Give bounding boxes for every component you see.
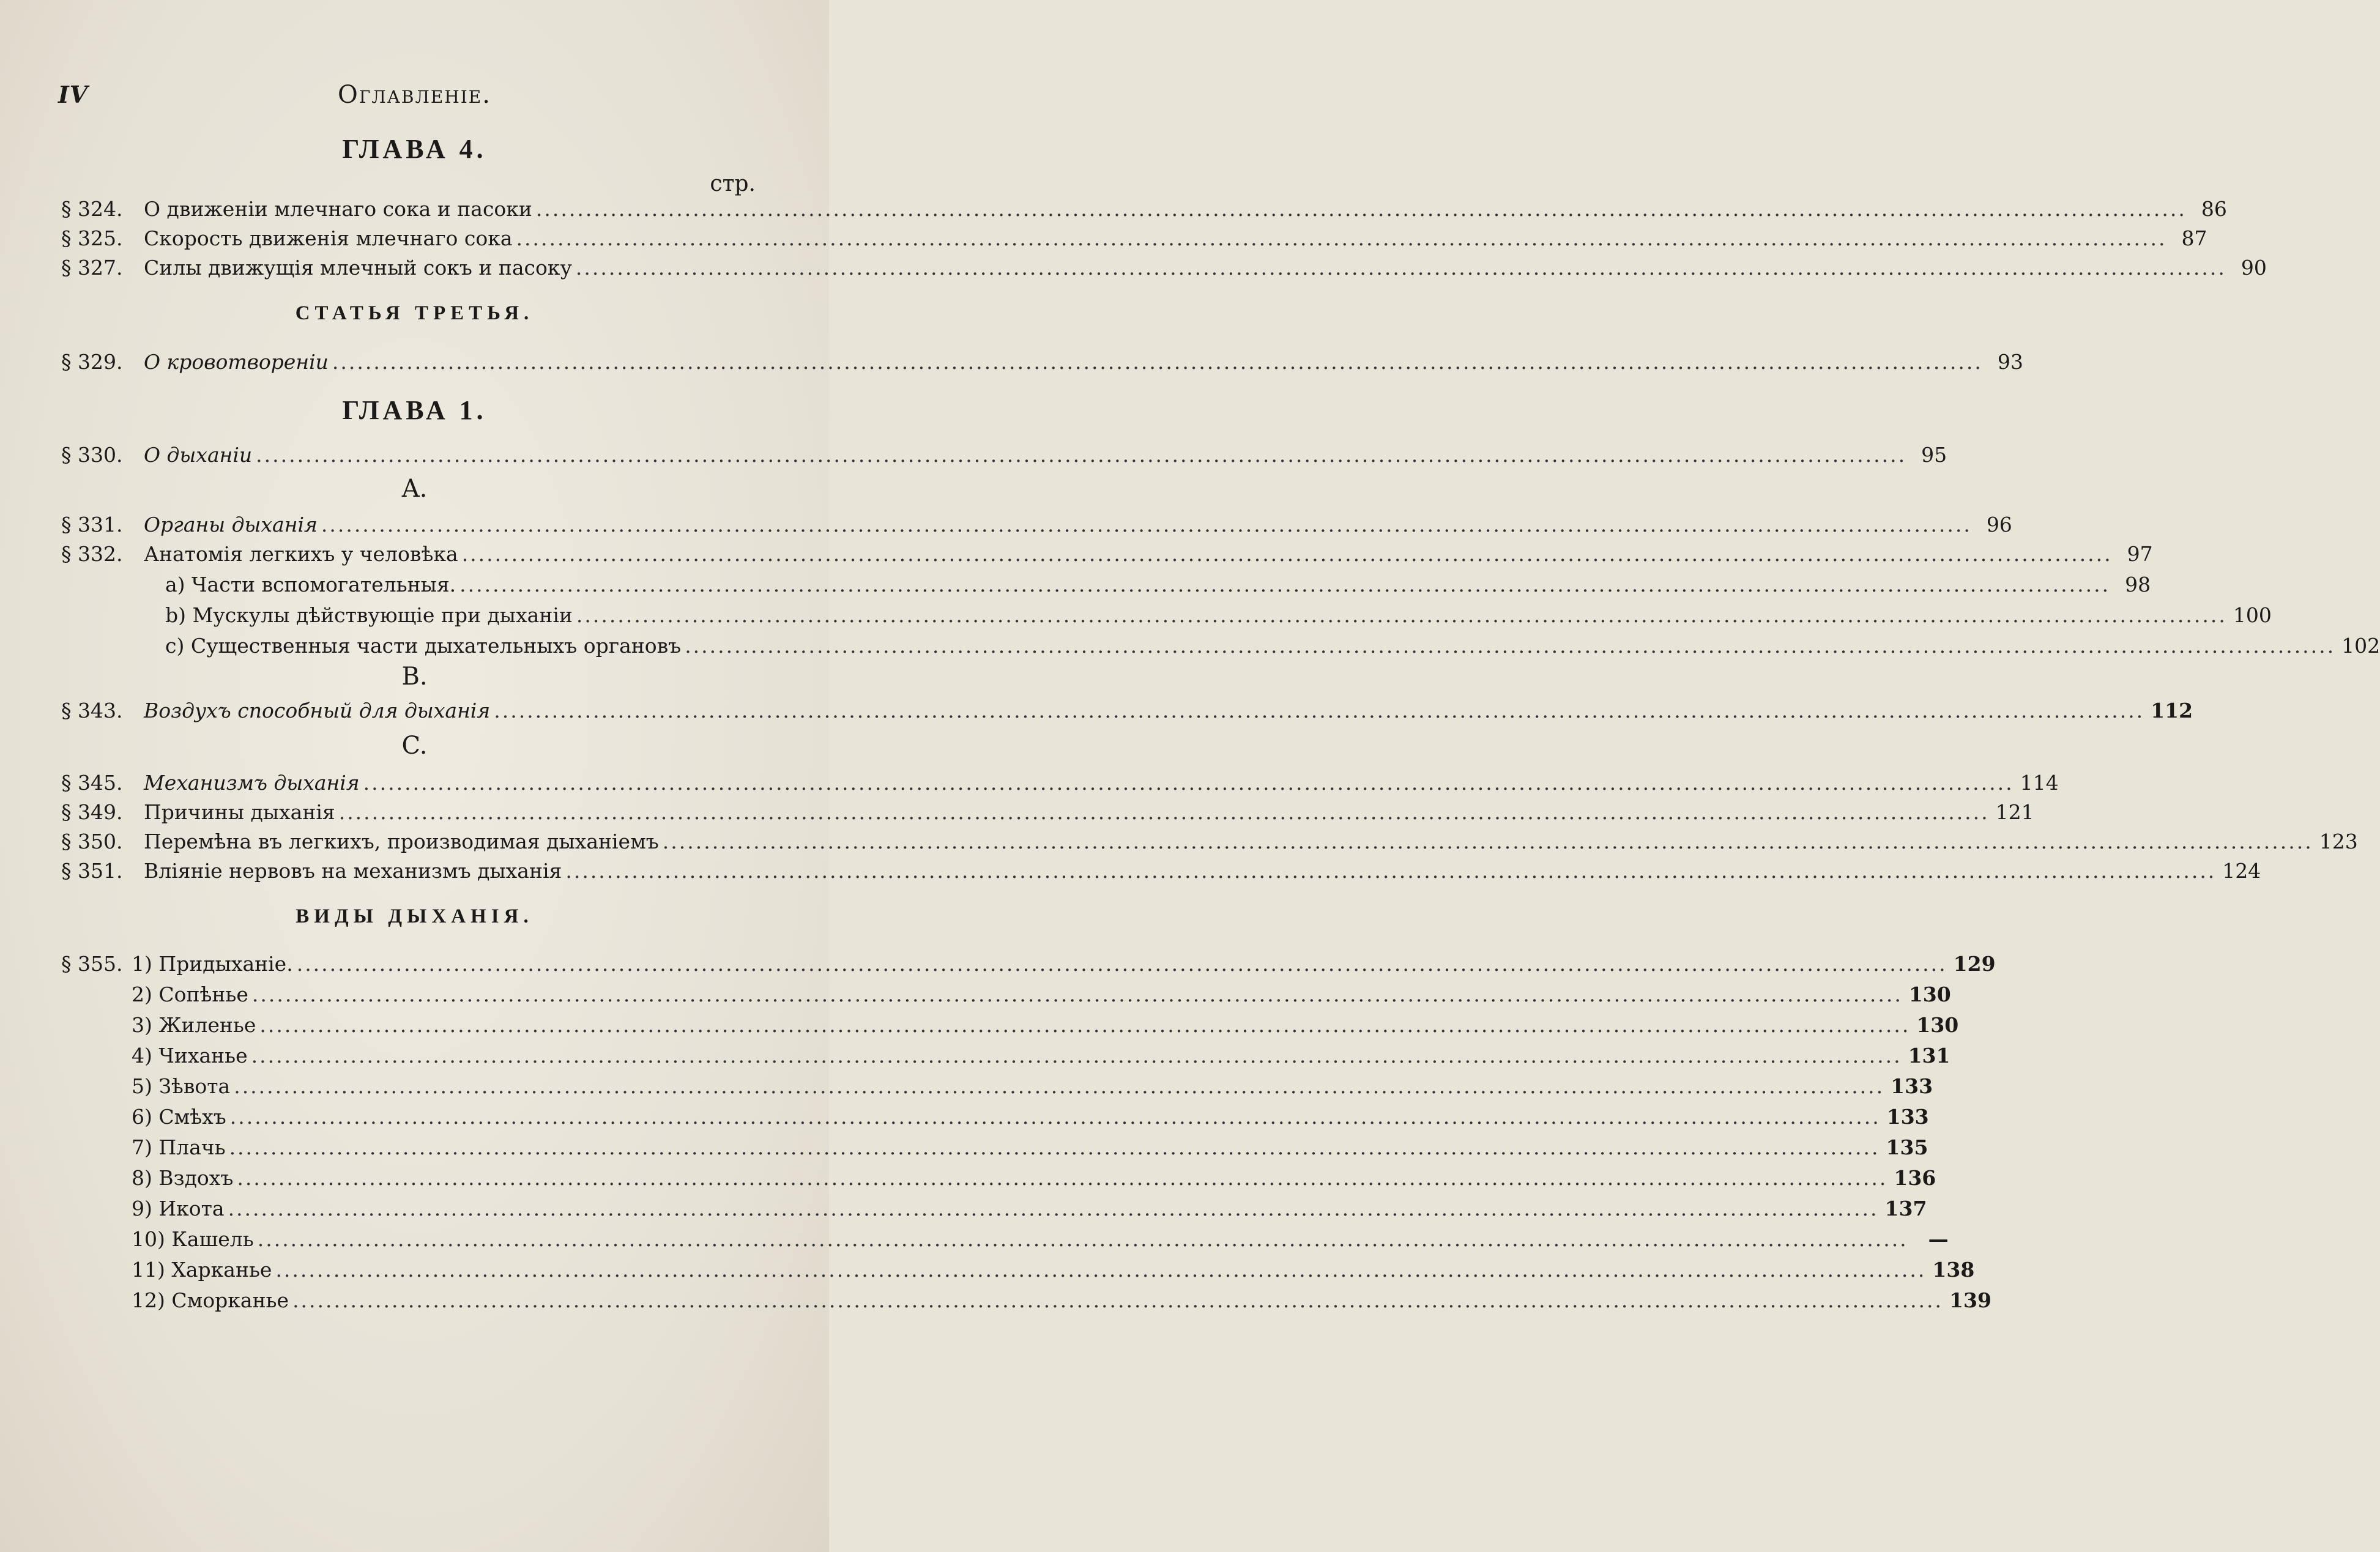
toc-subentry bbox=[61, 631, 2380, 661]
dot-leader: ........................................................................................................................................................................................................ bbox=[259, 1013, 1911, 1037]
dot-leader: ........................................................................................................................................................................................................ bbox=[296, 952, 1947, 976]
dot-leader: ........................................................................................................................................................................................................ bbox=[575, 256, 2226, 280]
toc-entry bbox=[61, 347, 2023, 377]
entry-title: 9) Икота bbox=[132, 1197, 225, 1220]
entry-title: a) Части вспомогательныя. bbox=[165, 573, 456, 596]
section-number: § 331. bbox=[61, 513, 123, 537]
page-column-label: стр. bbox=[710, 171, 756, 196]
page-ref: 136 bbox=[1894, 1166, 1936, 1190]
page-ref: 93 bbox=[1997, 350, 2023, 374]
entry-title: 2) Сопѣнье bbox=[132, 982, 248, 1006]
toc-entry bbox=[61, 949, 1996, 979]
toc-entry bbox=[61, 1194, 1927, 1223]
page-ref: — bbox=[1928, 1227, 1949, 1251]
toc-entry bbox=[61, 1011, 1959, 1040]
dot-leader: ........................................................................................................................................................................................................ bbox=[275, 1258, 1927, 1282]
dot-leader: ........................................................................................................................................................................................................ bbox=[363, 771, 2014, 795]
dot-leader: ........................................................................................................................................................................................................ bbox=[662, 830, 2313, 853]
page-ref: 112 bbox=[2151, 699, 2193, 722]
subsection-letter: C. bbox=[401, 732, 428, 760]
dot-leader: ........................................................................................................................................................................................................ bbox=[256, 443, 1907, 467]
dot-leader: ........................................................................................................................................................................................................ bbox=[338, 800, 1990, 824]
entry-title: 4) Чиханье bbox=[132, 1044, 248, 1067]
chapter-heading: ГЛАВА 4. bbox=[342, 134, 487, 164]
page-ref: 86 bbox=[2201, 197, 2227, 221]
entry-title: 12) Сморканье bbox=[132, 1288, 289, 1312]
page-ref: 131 bbox=[1908, 1044, 1950, 1067]
entry-title: Вліяніе нервовъ на механизмъ дыханія bbox=[144, 859, 562, 883]
entry-title: 6) Смѣхъ bbox=[132, 1105, 226, 1129]
page-ref: 121 bbox=[1995, 800, 2034, 824]
page-ref: 123 bbox=[2319, 830, 2358, 853]
page-ref: 139 bbox=[1949, 1288, 1991, 1312]
toc-entry bbox=[61, 980, 1951, 1009]
page-ref: 95 bbox=[1921, 443, 1947, 467]
dot-leader: ........................................................................................................................................................................................................ bbox=[257, 1227, 1908, 1251]
entry-title: Скорость движенія млечнаго сока bbox=[144, 226, 513, 250]
toc-entry bbox=[61, 540, 2153, 569]
dot-leader: ........................................................................................................................................................................................................ bbox=[685, 634, 2336, 658]
toc-entry bbox=[61, 440, 1947, 470]
entry-title: 10) Кашель bbox=[132, 1227, 254, 1251]
page-ref: 138 bbox=[1932, 1258, 1975, 1282]
page-ref: 96 bbox=[1986, 513, 2012, 537]
toc-entry bbox=[61, 827, 2358, 856]
dot-leader: ........................................................................................................................................................................................................ bbox=[516, 226, 2167, 250]
dot-leader: ........................................................................................................................................................................................................ bbox=[237, 1166, 1888, 1190]
section-number: § 332. bbox=[61, 542, 123, 566]
section-number: § 343. bbox=[61, 699, 123, 722]
page-ref: 133 bbox=[1891, 1074, 1933, 1098]
entry-title: Анатомія легкихъ у человѣка bbox=[144, 542, 458, 566]
toc-entry bbox=[61, 1102, 1929, 1132]
dot-leader: ........................................................................................................................................................................................................ bbox=[576, 603, 2227, 627]
entry-title: 5) Зѣвота bbox=[132, 1074, 231, 1098]
dot-leader: ........................................................................................................................................................................................................ bbox=[229, 1105, 1881, 1129]
page-ref: 129 bbox=[1953, 952, 1996, 976]
page-ref: 97 bbox=[2127, 542, 2153, 566]
page-ref: 130 bbox=[1916, 1013, 1959, 1037]
toc-entry bbox=[61, 1133, 1928, 1162]
subsection-letter: A. bbox=[401, 475, 428, 503]
toc-entry bbox=[61, 253, 2267, 283]
toc-subentry bbox=[61, 601, 2272, 630]
entry-title: 7) Плачь bbox=[132, 1135, 226, 1159]
entry-title: О движеніи млечнаго сока и пасоки bbox=[144, 197, 532, 221]
dot-leader: ........................................................................................................................................................................................................ bbox=[459, 573, 2111, 596]
toc-entry bbox=[61, 1255, 1975, 1285]
dot-leader: ........................................................................................................................................................................................................ bbox=[292, 1288, 1944, 1312]
dot-leader: ........................................................................................................................................................................................................ bbox=[228, 1197, 1879, 1220]
dot-leader: ........................................................................................................................................................................................................ bbox=[321, 513, 1972, 537]
entry-title: О дыханіи bbox=[144, 443, 253, 467]
toc-entry bbox=[61, 224, 2207, 253]
toc-entry bbox=[61, 1072, 1933, 1101]
page-ref: 87 bbox=[2181, 226, 2207, 250]
section-number: § 327. bbox=[61, 256, 123, 280]
entry-title: b) Мускулы дѣйствующіе при дыханіи bbox=[165, 603, 573, 627]
dot-leader: ........................................................................................................................................................................................................ bbox=[229, 1135, 1880, 1159]
toc-entry bbox=[61, 1225, 1949, 1254]
entry-title: Воздухъ способный для дыханія bbox=[144, 699, 491, 722]
section-number: § 325. bbox=[61, 226, 123, 250]
toc-entry bbox=[61, 798, 2034, 827]
entry-title: Перемѣна въ легкихъ, производимая дыханіемъ bbox=[144, 830, 659, 853]
toc-entry bbox=[61, 510, 2012, 540]
entry-title: c) Существенныя части дыхательныхъ органовъ bbox=[165, 634, 682, 658]
running-title: Оглавленіе. bbox=[338, 81, 491, 109]
section-number: § 351. bbox=[61, 859, 123, 883]
section-number: § 329. bbox=[61, 350, 123, 374]
entry-title: 11) Харканье bbox=[132, 1258, 272, 1282]
entry-title: Механизмъ дыханія bbox=[144, 771, 360, 795]
toc-subentry bbox=[61, 570, 2151, 600]
dot-leader: ........................................................................................................................................................................................................ bbox=[494, 699, 2145, 722]
toc-entry bbox=[61, 195, 2227, 224]
section-number: § 350. bbox=[61, 830, 123, 853]
section-number: § 345. bbox=[61, 771, 123, 795]
section-number: § 324. bbox=[61, 197, 123, 221]
dot-leader: ........................................................................................................................................................................................................ bbox=[461, 542, 2113, 566]
page-ref: 114 bbox=[2020, 771, 2059, 795]
entry-title: О кровотвореніи bbox=[144, 350, 329, 374]
entry-title: 8) Вздохъ bbox=[132, 1166, 234, 1190]
page-ref: 90 bbox=[2241, 256, 2267, 280]
toc-entry bbox=[61, 1164, 1936, 1193]
page-ref: 133 bbox=[1886, 1105, 1929, 1129]
page-ref: 124 bbox=[2222, 859, 2261, 883]
entry-title: Причины дыханія bbox=[144, 800, 335, 824]
section-number: § 330. bbox=[61, 443, 123, 467]
page-ref: 98 bbox=[2125, 573, 2151, 596]
dot-leader: ........................................................................................................................................................................................................ bbox=[565, 859, 2217, 883]
page-ref: 137 bbox=[1884, 1197, 1927, 1220]
entry-title: 3) Жиленье bbox=[132, 1013, 256, 1037]
toc-entry bbox=[61, 1041, 1950, 1071]
toc-entry bbox=[61, 696, 2193, 726]
dot-leader: ........................................................................................................................................................................................................ bbox=[251, 982, 1903, 1006]
page-ref: 102 bbox=[2341, 634, 2380, 658]
page-ref: 135 bbox=[1886, 1135, 1928, 1159]
entry-title: 1) Придыханіе. bbox=[132, 952, 293, 976]
entry-title: Силы движущія млечный сокъ и пасоку bbox=[144, 256, 572, 280]
dot-leader: ........................................................................................................................................................................................................ bbox=[535, 197, 2187, 221]
dot-leader: ........................................................................................................................................................................................................ bbox=[251, 1044, 1902, 1067]
entry-title: Органы дыханія bbox=[144, 513, 318, 537]
page-ref: 130 bbox=[1908, 982, 1951, 1006]
page-number: IV bbox=[58, 81, 89, 108]
section-number: § 349. bbox=[61, 800, 123, 824]
toc-entry bbox=[61, 856, 2261, 886]
types-heading: ВИДЫ ДЫХАНІЯ. bbox=[296, 905, 534, 927]
dot-leader: ........................................................................................................................................................................................................ bbox=[332, 350, 1983, 374]
article-heading: СТАТЬЯ ТРЕТЬЯ. bbox=[295, 302, 534, 324]
subsection-letter: B. bbox=[401, 663, 428, 691]
toc-entry bbox=[61, 1286, 1991, 1315]
chapter-heading: ГЛАВА 1. bbox=[342, 395, 487, 425]
section-number: § 355. bbox=[61, 952, 123, 976]
page-ref: 100 bbox=[2233, 603, 2272, 627]
toc-entry bbox=[61, 768, 2059, 798]
dot-leader: ........................................................................................................................................................................................................ bbox=[234, 1074, 1885, 1098]
